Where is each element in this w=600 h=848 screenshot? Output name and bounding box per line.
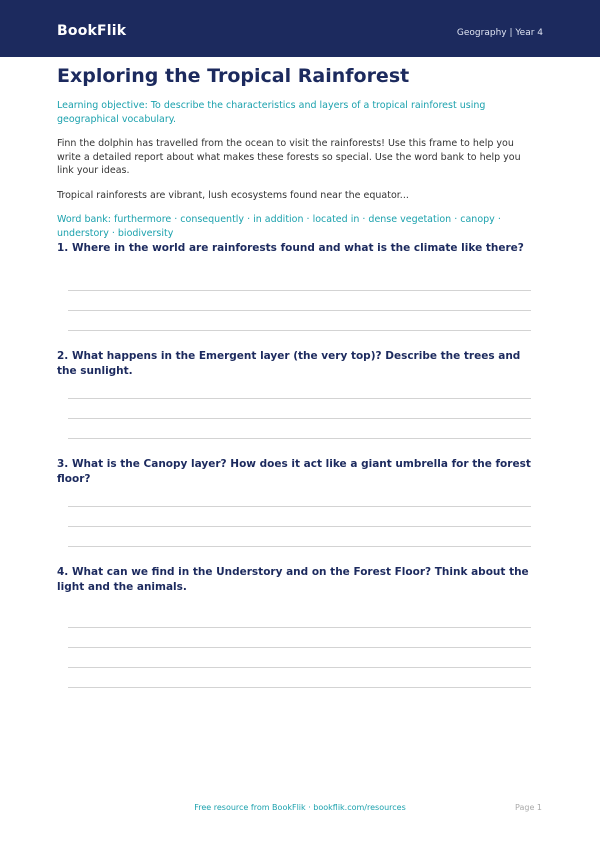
subject-year-label: Geography | Year 4	[456, 28, 543, 38]
answer-line[interactable]	[68, 330, 531, 331]
intro-section	[57, 64, 533, 240]
page-number: Page 1	[515, 803, 542, 812]
footer-resource-link[interactable]: Free resource from BookFlik · bookflik.com/resources	[194, 803, 406, 812]
header-bar	[0, 0, 600, 57]
intro-paragraph: Finn the dolphin has travelled from the ocean to visit the rainforests! Use this frame to help you write a detailed report about what makes these forests so special. Use the word bank to help you link your ideas.	[57, 138, 521, 176]
answer-line[interactable]	[68, 667, 531, 668]
answer-line[interactable]	[68, 418, 531, 419]
sentence-starter: Tropical rainforests are vibrant, lush ecosystems found near the equator...	[57, 189, 409, 201]
question-4: 4. What can we find in the Understory and on the Forest Floor? Think about the light and the animals.	[57, 566, 529, 593]
learning-objective: Learning objective: To describe the characteristics and layers of a tropical rainforest using geographical vocabulary.	[57, 100, 486, 125]
answer-line[interactable]	[68, 398, 531, 399]
answer-line[interactable]	[68, 438, 531, 439]
answer-line[interactable]	[68, 647, 531, 648]
question-3: 3. What is the Canopy layer? How does it act like a giant umbrella for the forest floor?	[57, 458, 531, 485]
question-1: 1. Where in the world are rainforests found and what is the climate like there?	[57, 242, 524, 254]
answer-line[interactable]	[68, 290, 531, 291]
brand-logo: BookFlik	[57, 23, 127, 39]
answer-line[interactable]	[68, 310, 531, 311]
answer-line[interactable]	[68, 526, 531, 527]
word-bank: Word bank: furthermore · consequently · in addition · located in · dense vegetation · canopy · understory · biodiversity	[57, 214, 501, 239]
answer-line[interactable]	[68, 546, 531, 547]
page-title: Exploring the Tropical Rainforest	[57, 65, 410, 87]
question-2: 2. What happens in the Emergent layer (the very top)? Describe the trees and the sunlight.	[57, 350, 521, 377]
answer-line[interactable]	[68, 687, 531, 688]
answer-line[interactable]	[68, 627, 531, 628]
answer-line[interactable]	[68, 506, 531, 507]
